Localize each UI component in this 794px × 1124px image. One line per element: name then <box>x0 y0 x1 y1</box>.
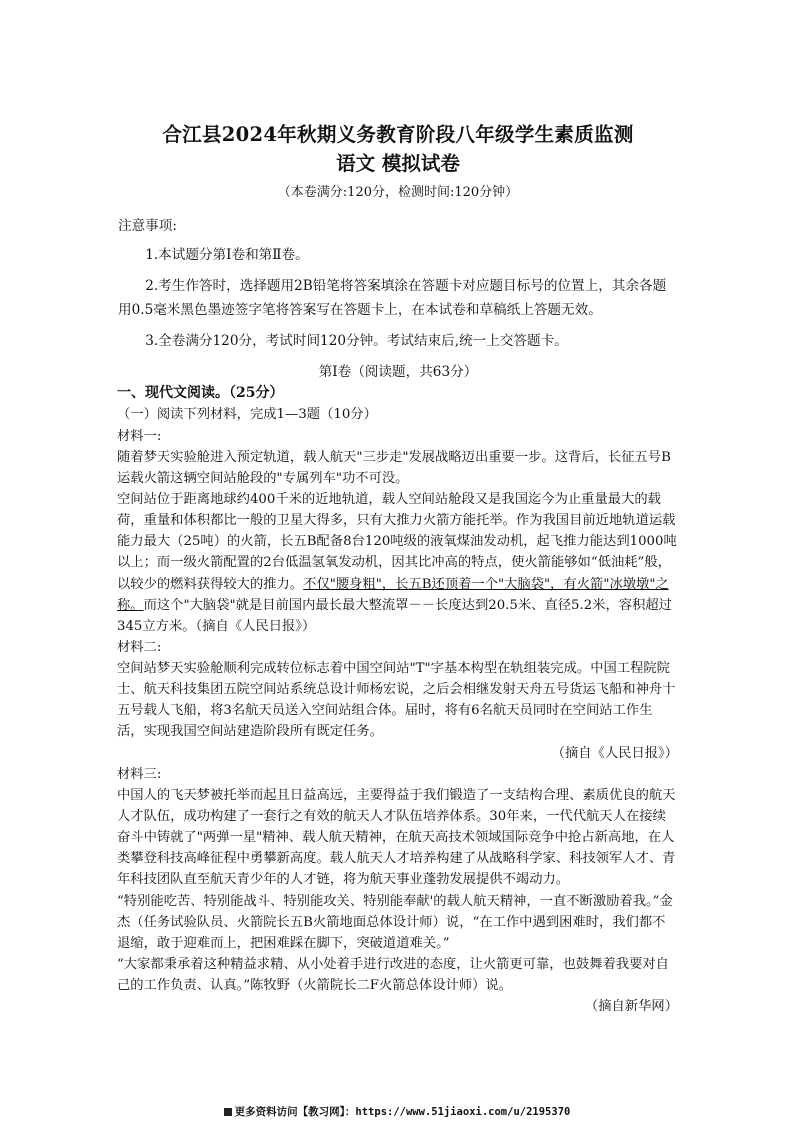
part1-heading: 第Ⅰ卷（阅读题，共63分） <box>318 363 478 380</box>
material2-label: 材料二: <box>117 639 162 655</box>
flag-icon <box>224 1108 232 1116</box>
exam-page <box>118 118 678 1017</box>
material1-para2-text-b: 而这个"大脑袋"就是目前国内最长最大整流罩－－长度达到20.5米、直径5.2米，容积超过345立方米。（摘自《人民日报》） <box>117 597 672 634</box>
material2-source: （摘自《人民日报》） <box>551 745 678 761</box>
material3-para2: “特别能吃苦、特别能战斗、特别能攻关、特别能奉献'的载人航天精神，一直不断激励着我。”金杰（任务试验队员、火箭院长五B火箭地面总体设计师）说，“在工作中遇到困难时，我们都不退缩，敢于迎难而上，把困难踩在脚下，突破道道难关。” <box>117 893 673 951</box>
material3-source: （摘自新华网） <box>584 999 678 1015</box>
notice-heading: 注意事项: <box>118 218 177 234</box>
section-title: 一、现代文阅读。（25分） <box>117 385 284 402</box>
material1-para2-text-a: 空间站位于距离地球约400千米的近地轨道，载人空间站舱段又是我国迄今为止重量最大的载荷，重量和体积都比一般的卫星大得多，只有大推力火箭方能托举。作为我国目前近地轨道运载能力最大（25吨）的火箭，长五B配备8台120吨级的液氧煤油发动机，起飞推力能达到1000吨以上；而一级火箭配置的2台低温氢氧发动机，因其比冲高的特点，使火箭能够如“低油耗”般，以较少的燃料获得较大的推力。 <box>117 491 677 592</box>
notice-item-1: 1.本试题分第Ⅰ卷和第Ⅱ卷。 <box>145 247 309 264</box>
material1-underlined-sentence: 不仅"腰身粗"，长五B还顶着一个"大脑袋"，有火箭"冰墩墩"之称。 <box>117 576 669 613</box>
material3-para3: “大家都秉承着这种精益求精、从小处着手进行改进的态度，让火箭更可靠，也鼓舞着我要对自己的工作负责、认真。”陈牧野（火箭院长二F火箭总体设计师）说。 <box>117 957 669 994</box>
footer-text: 更多资料访问【教习网】：https://www.51jiaoxi.com/u/2195370 <box>234 1106 571 1118</box>
notice-item-2: 2.考生作答时，选择题用2B铅笔将答案填涂在答题卡对应题目标号的位置上，其余各题用0.5毫米黑色墨迹签字笔将答案写在答题卡上，在本试卷和草稿纸上答题无效。 <box>118 277 667 318</box>
exam-title-line2: 语文 模拟试卷 <box>336 152 460 176</box>
notice-item-3: 3.全卷满分120分，考试时间120分钟。考试结束后,统一上交答题卡。 <box>145 333 568 350</box>
material2-para1: 空间站梦天实验舱顺利完成转位标志着中国空间站"T"字基本构型在轨组装完成。中国工程院院士、航天科技集团五院空间站系统总设计师杨宏说，之后会相继发射天舟五号货运飞船和神舟十五号载人飞船，将3名航天员送入空间站组合体。届时，将有6名航天员同时在空间站工作生活，实现我国空间站建造阶段所有既定任务。 <box>117 661 676 740</box>
footer-link[interactable] <box>0 1105 794 1121</box>
subsection-title: （一）阅读下列材料，完成1—3题（10分） <box>117 407 377 423</box>
exam-title-line1: 合江县2024年秋期义务教育阶段八年级学生素质监测 <box>162 123 634 146</box>
material3-label: 材料三: <box>117 766 162 782</box>
material1-para2 <box>117 489 678 637</box>
exam-subtitle: （本卷满分:120分，检测时间:120分钟） <box>277 184 519 200</box>
material1-label: 材料一: <box>117 428 162 444</box>
reading-section <box>117 382 678 1017</box>
material1-para1: 随着梦天实验舱进入预定轨道，载人航天"三步走"发展战略迈出重要一步。这背后，长征五号B运载火箭这辆空间站舱段的"专属列车"功不可没。 <box>117 449 671 486</box>
material3-para1: 中国人的飞天梦被托举而起且日益高远，主要得益于我们锻造了一支结构合理、素质优良的航天人才队伍，成功构建了一套行之有效的航天人才队伍培养体系。30年来，一代代航天人在接续奋斗中铸就了"两弹一星"精神、载人航天精神，在航天高技术领域国际竞争中抢占新高地，在人类攀登科技高峰征程中勇攀新高度。载人航天人才培养构建了从战略科学家、科技领军人才、青年科技团队直至航天青少年的人才链，将为航天事业蓬勃发展提供不竭动力。 <box>117 787 676 888</box>
